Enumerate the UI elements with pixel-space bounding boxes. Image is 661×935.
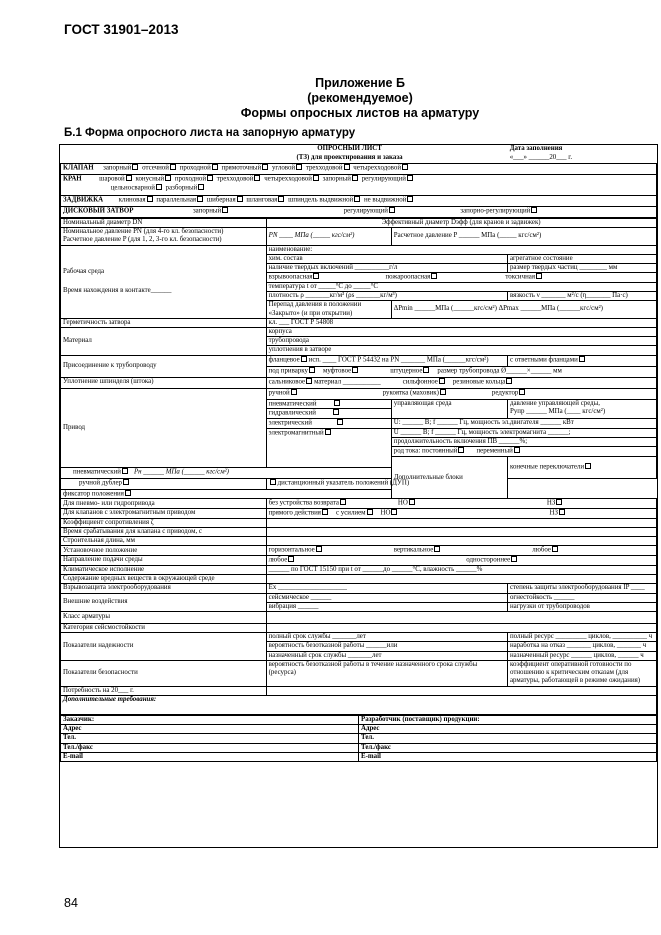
- checkbox[interactable]: [514, 447, 520, 453]
- checkbox[interactable]: [222, 207, 228, 213]
- appendix-status: (рекомендуемое): [307, 91, 413, 105]
- toxic-label: токсичная: [505, 273, 535, 281]
- checkbox[interactable]: [278, 196, 284, 202]
- crane-opt: проходной: [174, 175, 207, 183]
- dp-label: Перепад давления в положении «Закрыто» (и при открытии): [266, 301, 391, 318]
- date-value[interactable]: «___» ______20___ г.: [509, 154, 573, 161]
- electric-label: электрический: [268, 419, 312, 427]
- checkbox[interactable]: [291, 389, 297, 395]
- reliability-label: Показатели надежности: [61, 633, 267, 661]
- current-dc-label: род тока: постоянный: [393, 447, 458, 455]
- standard-number: ГОСТ 31901–2013: [64, 22, 179, 37]
- gate-opt: шпиндель выдвижной: [288, 196, 354, 204]
- pin-label: штуцерное: [390, 367, 423, 375]
- appendix-titles: [60, 76, 660, 121]
- checkbox[interactable]: [147, 196, 153, 202]
- additional-requirements[interactable]: Дополнительные требования:: [63, 695, 157, 703]
- full-resource[interactable]: полный ресурс _________ циклов, __________ ч: [507, 633, 656, 642]
- checkbox[interactable]: [123, 479, 129, 485]
- direct-label: прямого действия: [268, 509, 321, 517]
- developer-fax[interactable]: Тел./факс: [359, 743, 657, 752]
- control-medium[interactable]: управляющая среда: [391, 399, 507, 418]
- gland-label: сальниковое: [268, 378, 306, 386]
- explosive-label: взрывоопасная: [268, 273, 313, 281]
- checkbox[interactable]: [122, 468, 128, 474]
- crane-opt: четырехходовой: [264, 175, 312, 183]
- handwheel-label: рукоятка (маховик): [382, 389, 439, 397]
- limit-switches-label: конечные переключатели: [509, 463, 585, 471]
- checkbox[interactable]: [288, 556, 294, 562]
- particle-size[interactable]: размер твердых частиц ________ мм: [507, 264, 656, 273]
- no-return-label: без устройства возврата: [268, 499, 339, 507]
- ex-value[interactable]: Ex ____________________: [266, 584, 507, 593]
- forms-title: Формы опросных листов на арматуру: [240, 106, 480, 120]
- pneumo-label: Для пневмо- или гидропривода: [61, 499, 267, 509]
- form-subtitle: (ТЗ) для проектирования и заказа: [296, 154, 403, 161]
- gate-opt: шиберная: [206, 196, 236, 204]
- gate-opt: параллельная: [156, 196, 197, 204]
- date-label: Дата заполнения: [509, 145, 563, 152]
- developer-email[interactable]: E-mail: [359, 752, 657, 761]
- crane-opt: регулирующий: [361, 175, 406, 183]
- pn-label: Номинальное давление PN (для 4-го кл. безопасности): [63, 228, 224, 236]
- fixer-label: фиксатор положения: [63, 490, 124, 498]
- checkbox[interactable]: [552, 546, 558, 552]
- valve-opt: запорный: [103, 164, 132, 172]
- customer-phone[interactable]: Тел.: [61, 734, 359, 743]
- gate-opt: клиновая: [118, 196, 146, 204]
- checkbox[interactable]: [333, 409, 339, 415]
- checkbox[interactable]: [337, 419, 343, 425]
- assigned-resource[interactable]: назначенный ресурс ______ циклов, ______ ч: [507, 651, 656, 660]
- p-calc-label: Расчетное давление P (для 1, 2, 3-го кл. безопасности): [63, 236, 222, 244]
- rubber-rings-label: резиновые кольца: [452, 378, 506, 386]
- valve-opt: проходной: [179, 164, 211, 172]
- any-flow-label: любое: [268, 556, 288, 564]
- section-title: Б.1 Форма опросного листа на запорную арматуру: [64, 127, 356, 139]
- fireproof-value[interactable]: огнестойкость ______: [507, 593, 656, 602]
- crane-opt: запорный: [322, 175, 351, 183]
- checkbox[interactable]: [306, 378, 312, 384]
- install-label: Установочное положение: [61, 546, 267, 556]
- form-title: ОПРОСНЫЙ ЛИСТ: [317, 145, 382, 152]
- crane-opt: конусный: [135, 175, 165, 183]
- checkbox[interactable]: [325, 429, 331, 435]
- checkbox[interactable]: [156, 184, 162, 190]
- duty-cycle[interactable]: продолжительность включения ПВ ______%;: [391, 437, 656, 446]
- valve-opt: отсечной: [142, 164, 169, 172]
- any-position-label: любое: [532, 546, 551, 554]
- dn-label: Номинальный диаметр DN: [61, 219, 267, 228]
- safety-label: Показатели безопасности: [61, 660, 267, 686]
- external-label: Внешние воздействия: [61, 593, 267, 611]
- gate-opt: шланговая: [246, 196, 278, 204]
- length-label: Строительная длина, мм: [61, 537, 267, 546]
- checkbox[interactable]: [402, 164, 408, 170]
- valve-opt: четырехходовой: [353, 164, 402, 172]
- checkbox[interactable]: [407, 196, 413, 202]
- spindle-seal-label: Уплотнение шпинделя (штока): [61, 377, 267, 388]
- seismic-value[interactable]: сейсмическое ______: [266, 593, 507, 602]
- response-time-label: Время срабатывания для клапана с приводом, с: [61, 528, 267, 537]
- no-label: НО: [397, 499, 408, 507]
- reducer-label: редуктор: [491, 389, 519, 397]
- checkbox[interactable]: [165, 175, 171, 181]
- harmful-label: Содержание вредных веществ в окружающей среде: [61, 575, 267, 584]
- coupling-label: муфтовое: [322, 367, 352, 375]
- pneumatic-label: пневматический: [268, 400, 317, 408]
- page-number: 84: [64, 896, 78, 910]
- control-pressure-label: давление управляющей среды,: [509, 399, 601, 407]
- checkbox[interactable]: [254, 175, 260, 181]
- media-name[interactable]: наименование:: [266, 245, 656, 254]
- checkbox[interactable]: [389, 207, 395, 213]
- crane-opt: шаровой: [99, 175, 125, 183]
- checkbox[interactable]: [316, 546, 322, 552]
- pneumatic-b-label: пневматический: [73, 468, 121, 476]
- checkbox[interactable]: [409, 499, 415, 505]
- vertical-label: вертикальное: [393, 546, 434, 554]
- resistance-label: Коэффициент сопротивления ζ: [61, 518, 267, 527]
- valve-opt: угловой: [271, 164, 296, 172]
- tightness-label: Герметичность затвора: [61, 318, 267, 327]
- form-header: [60, 145, 657, 163]
- safety-coefficient[interactable]: коэффициент оперативной готовности по отношению к критическим отказам (для арматуры, работающей в режиме ожидания): [507, 660, 656, 686]
- checkbox[interactable]: [126, 175, 132, 181]
- fail-free-prob[interactable]: вероятность безотказной работы ______или: [266, 642, 507, 651]
- need-label: Потребность на 20___ г.: [61, 686, 267, 695]
- extra-blocks-label: Дополнительные блоки: [391, 456, 507, 499]
- explosion-label: Взрывозащита электрооборудования: [61, 584, 267, 593]
- checkbox[interactable]: [559, 509, 565, 515]
- disc-opt: запорно-регулирующий: [460, 207, 531, 215]
- service-life[interactable]: назначенный срок службы _______лет: [266, 651, 507, 660]
- checkbox[interactable]: [367, 509, 373, 515]
- customer-address[interactable]: Адрес: [61, 725, 359, 734]
- checkbox[interactable]: [313, 175, 319, 181]
- checkbox[interactable]: [296, 164, 302, 170]
- remote-indicator-label: дистанционный указатель положений (ДУП): [277, 479, 410, 487]
- pneumatic-b-params[interactable]: Pн ______ МПа (______ кгс/см²): [133, 468, 229, 476]
- checkbox[interactable]: [536, 273, 542, 279]
- pn-value[interactable]: PN ____ МПа (_____ кгс/см²): [268, 232, 355, 240]
- checkbox[interactable]: [170, 164, 176, 170]
- material-pipe[interactable]: трубопровода: [266, 337, 656, 346]
- crane-opt: разборный: [165, 184, 198, 192]
- control-pressure-value[interactable]: Pупр ______ МПа (____ кгс/см²): [509, 407, 606, 415]
- one-way-label: одностороннее: [466, 556, 511, 564]
- full-life[interactable]: полный срок службы _______лет: [266, 633, 507, 642]
- disc-opt: запорный: [192, 207, 222, 215]
- crane-label: КРАН: [63, 175, 82, 183]
- checkbox[interactable]: [207, 175, 213, 181]
- developer-address[interactable]: Адрес: [359, 725, 657, 734]
- checkbox[interactable]: [197, 196, 203, 202]
- electromagnetic-label: электромагнитный: [268, 429, 324, 437]
- questionnaire-form: [59, 144, 658, 848]
- appendix-title: Приложение Б: [315, 76, 405, 90]
- checkbox[interactable]: [322, 509, 328, 515]
- climate-label: Климатическое исполнение: [61, 565, 267, 574]
- weld-label: под приварку: [268, 367, 308, 375]
- checkbox[interactable]: [132, 164, 138, 170]
- checkbox[interactable]: [458, 447, 464, 453]
- checkbox[interactable]: [237, 196, 243, 202]
- customer-fax[interactable]: Тел./факс: [61, 743, 359, 752]
- checkbox[interactable]: [198, 184, 204, 190]
- aggregate-state[interactable]: агрегатное состояние: [507, 254, 656, 263]
- flange-label: фланцевое: [268, 356, 300, 364]
- gate-opt: не выдвижной: [363, 196, 407, 204]
- vibration-value[interactable]: вибрация ______: [266, 602, 507, 611]
- checkbox[interactable]: [334, 400, 340, 406]
- checkbox[interactable]: [506, 378, 512, 384]
- booster-label: с усилием: [335, 509, 366, 517]
- class-label: Класс арматуры: [61, 611, 267, 623]
- checkbox[interactable]: [354, 196, 360, 202]
- mtbf[interactable]: наработка на отказ _______ циклов, _______ ч: [507, 642, 656, 651]
- checkbox[interactable]: [344, 164, 350, 170]
- viscosity[interactable]: вязкость ν _______ м²/с (η_______ Па·с): [507, 292, 656, 301]
- magnet-params[interactable]: U ______ В; f ______ Гц, мощность электромагнита ______;: [391, 428, 656, 437]
- crane-opt: трехходовой: [216, 175, 254, 183]
- checkbox[interactable]: [556, 499, 562, 505]
- checkbox[interactable]: [519, 389, 525, 395]
- customer-email[interactable]: E-mail: [61, 752, 359, 761]
- density[interactable]: плотность ρ _______кг/м³ (ρs _______кг/м³): [266, 292, 507, 301]
- checkbox[interactable]: [270, 479, 276, 485]
- material-seal[interactable]: уплотнения в затворе: [266, 346, 656, 355]
- temperature[interactable]: температура t от _____°С до _____°С: [266, 282, 656, 291]
- motor-params[interactable]: U: ______ В; f ______ Гц, мощность эл.двигателя ______ кВт: [391, 418, 656, 428]
- checkbox[interactable]: [309, 367, 315, 373]
- p-calc-value[interactable]: Расчетное давление P ______ МПа (_____ кгс/см²): [393, 232, 542, 240]
- checkbox[interactable]: [125, 490, 131, 496]
- valve-types: [60, 163, 657, 218]
- manual-backup-label: ручной дублер: [79, 479, 122, 487]
- climate-value[interactable]: ______ по ГОСТ 15150 при t от ______до ______°С, влажность ______%: [266, 565, 656, 574]
- no-label: НО: [380, 509, 391, 517]
- checkbox[interactable]: [262, 164, 268, 170]
- safety-probability[interactable]: вероятность безотказной работы в течение назначенного срока службы (ресурса): [266, 660, 507, 686]
- checkbox[interactable]: [531, 207, 537, 213]
- disc-label: ДИСКОВЫЙ ЗАТВОР: [63, 207, 134, 215]
- contacts-table: [60, 715, 657, 762]
- media-label: Рабочая среда: [63, 268, 105, 276]
- checkbox[interactable]: [434, 546, 440, 552]
- hydraulic-label: гидравлический: [268, 409, 316, 417]
- valve-label: КЛАПАН: [63, 164, 94, 172]
- disc-opt: регулирующий: [343, 207, 388, 215]
- checkbox[interactable]: [352, 367, 358, 373]
- bellows-label: сильфонное: [402, 378, 438, 386]
- solid-inclusions[interactable]: наличие твердых включений __________г/л: [266, 264, 507, 273]
- flange-version[interactable]: исп. ____ ГОСТ Р 54432 на PN _______ МПа (______кгс/см²): [308, 356, 489, 364]
- dn-eff[interactable]: Эффективный диаметр Dэфф (для кранов и задвижек): [381, 219, 541, 226]
- horizontal-label: горизонтальное: [268, 546, 315, 554]
- current-ac-label: переменный: [476, 447, 513, 455]
- checkbox[interactable]: [431, 273, 437, 279]
- valve-opt: трехходовой: [305, 164, 343, 172]
- manual-label: ручной: [268, 389, 290, 397]
- params-table: [60, 218, 657, 715]
- pipe-size[interactable]: размер трубопровода Ø______×______ мм: [437, 367, 562, 375]
- material-body[interactable]: корпуса: [266, 327, 656, 336]
- checkbox[interactable]: [313, 273, 319, 279]
- checkbox[interactable]: [212, 164, 218, 170]
- checkbox[interactable]: [585, 463, 591, 469]
- gland-material[interactable]: материал ___________: [314, 378, 381, 386]
- checkbox[interactable]: [440, 389, 446, 395]
- material-label: Материал: [61, 327, 267, 355]
- ip-value[interactable]: степень защиты электрооборудования IP ____: [507, 584, 656, 593]
- pipe-loads[interactable]: нагрузки от трубопроводов: [507, 602, 656, 611]
- dp-value[interactable]: ΔPmin ______МПа (______кгс/см²) ΔPmax ______МПа (______кгс/см²): [391, 301, 656, 318]
- customer-label: Заказчик:: [61, 715, 359, 724]
- gate-label: ЗАДВИЖКА: [63, 196, 104, 204]
- crane-opt: цельносварной: [110, 184, 155, 192]
- checkbox[interactable]: [407, 175, 413, 181]
- flow-label: Направление подачи среды: [61, 556, 267, 566]
- checkbox[interactable]: [423, 367, 429, 373]
- contact-time-label: Время нахождения в контакте______: [63, 286, 172, 294]
- chem-composition[interactable]: хим. состав: [266, 254, 507, 263]
- nz-label: НЗ: [546, 499, 556, 507]
- checkbox[interactable]: [340, 499, 346, 505]
- checkbox[interactable]: [579, 356, 585, 362]
- developer-phone[interactable]: Тел.: [359, 734, 657, 743]
- tightness-value[interactable]: кл. ___ ГОСТ Р 54808: [266, 318, 656, 327]
- em-label: Для клапанов с электромагнитным приводом: [61, 509, 267, 519]
- nz-label: НЗ: [549, 509, 558, 517]
- seismic-category-label: Категория сейсмостойкости: [61, 623, 267, 632]
- checkbox[interactable]: [352, 175, 358, 181]
- checkbox[interactable]: [391, 509, 397, 515]
- developer-label: Разработчик (поставщик) продукции:: [359, 715, 657, 724]
- drive-label: Привод: [61, 388, 267, 467]
- valve-opt: прямоточный: [221, 164, 262, 172]
- fire-label: пожароопасная: [385, 273, 431, 281]
- checkbox[interactable]: [301, 356, 307, 362]
- checkbox[interactable]: [511, 556, 517, 562]
- connection-label: Присоединение к трубопроводу: [61, 355, 267, 377]
- checkbox[interactable]: [439, 378, 445, 384]
- mating-flanges-label: с ответными фланцами: [509, 356, 578, 364]
